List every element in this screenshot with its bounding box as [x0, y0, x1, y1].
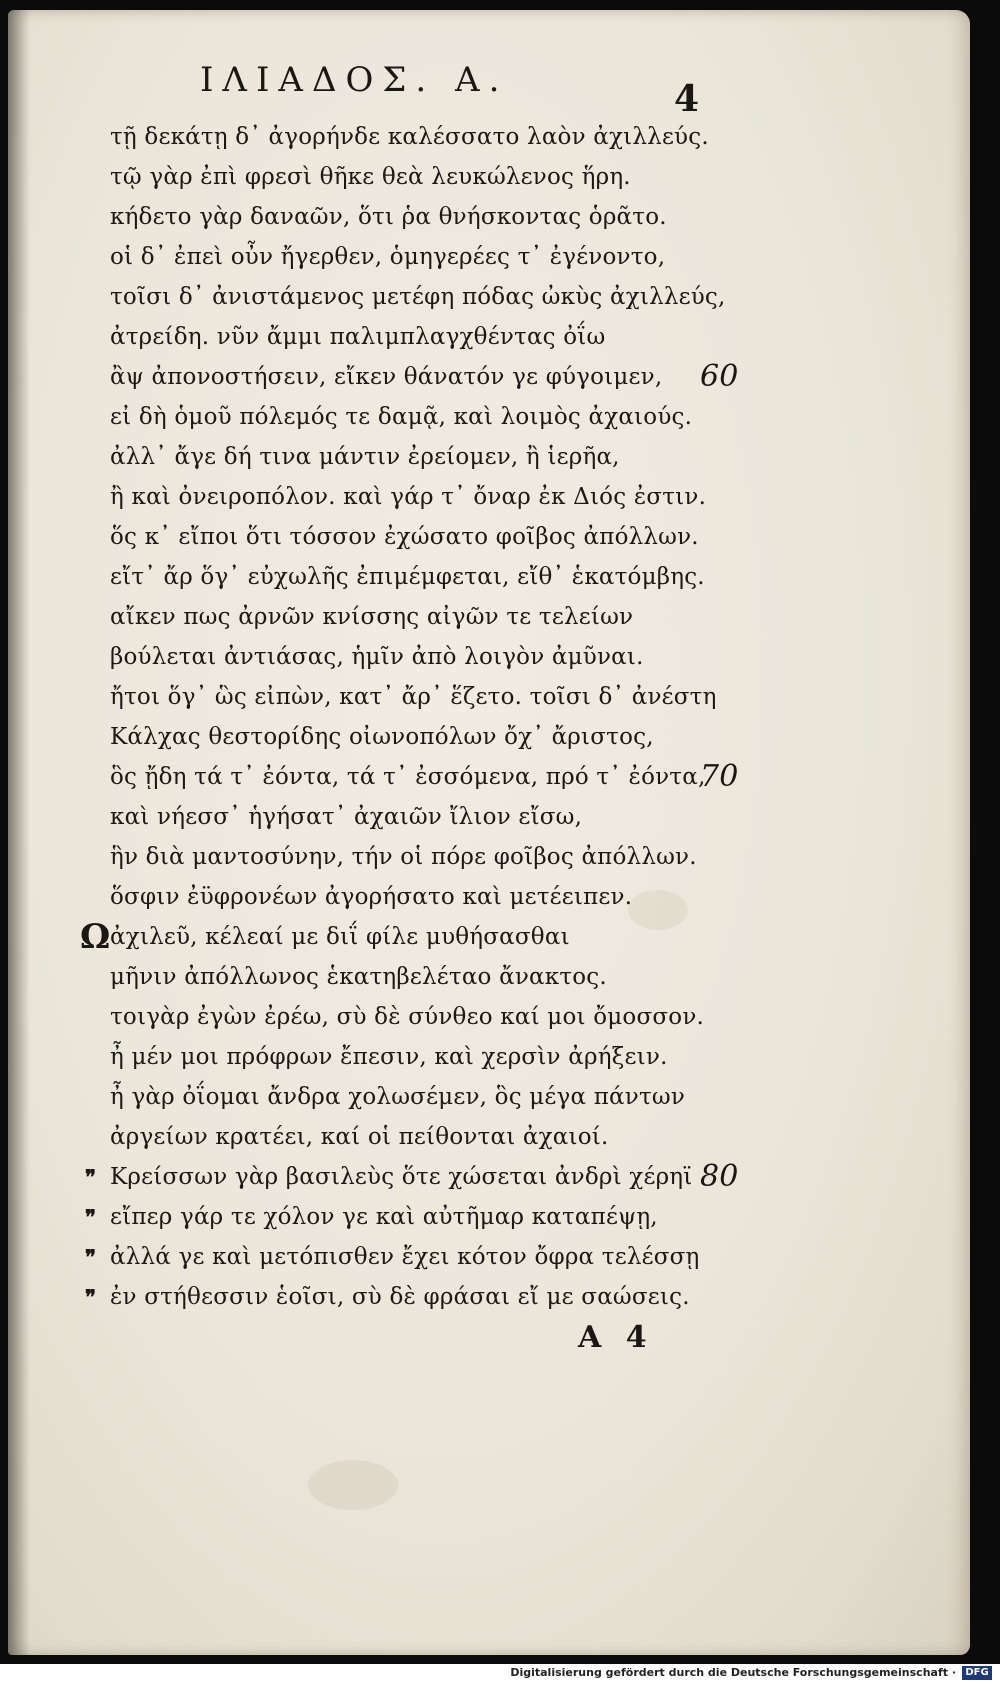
quotation-marker: ❜❜	[85, 1165, 94, 1189]
verse-line	[110, 197, 790, 237]
verse-line	[110, 677, 790, 717]
verse-line	[110, 117, 790, 157]
verse-line	[110, 837, 790, 877]
verse-text: ἤτοι ὅγ᾽ ὣς εἰπὼν, κατ᾽ ἄρ᾽ ἕζετο. τοῖσι δ᾽ ἀνέστη	[110, 684, 717, 710]
verse-text: ὃς ᾔδη τά τ᾽ ἐόντα, τά τ᾽ ἐσσόμενα, πρό τ᾽ ἐόντα,	[110, 764, 706, 790]
quotation-marker: ❜❜	[85, 1245, 94, 1269]
verse-text: ἀτρείδη. νῦν ἄμμι παλιμπλαγχθέντας ὀΐω	[110, 324, 606, 350]
decorated-initial: Ω	[80, 917, 111, 957]
verse-line	[110, 717, 790, 757]
verse-text: εἴτ᾽ ἄρ ὅγ᾽ εὐχωλῆς ἐπιμέμφεται, εἴθ᾽ ἑκατόμβης.	[110, 564, 705, 590]
verse-text: ἦ μέν μοι πρόφρων ἔπεσιν, καὶ χερσὶν ἀρήξειν.	[110, 1044, 668, 1070]
verse-line	[85, 1157, 790, 1197]
verse-text: τῇ δεκάτῃ δ᾽ ἀγορήνδε καλέσσατο λαὸν ἀχιλλεύς.	[110, 124, 709, 150]
verse-line	[110, 237, 790, 277]
quotation-marker: ❜❜	[85, 1285, 94, 1309]
quotation-marker: ❜❜	[85, 1205, 94, 1229]
verse-text: ὅσφιν ἐϋφρονέων ἀγορήσατο καὶ μετέειπεν.	[110, 884, 633, 910]
verse-line	[110, 1077, 790, 1117]
verse-text: βούλεται ἀντιάσας, ἡμῖν ἀπὸ λοιγὸν ἀμῦναι.	[110, 644, 644, 670]
verse-line	[85, 1197, 790, 1237]
verse-line	[110, 477, 790, 517]
page-gutter-shadow	[8, 10, 30, 1655]
verse-text: εἰ δὴ ὁμοῦ πόλεμός τε δαμᾷ, καὶ λοιμὸς ἀχαιούς.	[110, 404, 693, 430]
verse-line	[110, 957, 790, 997]
verse-line	[110, 437, 790, 477]
verse-line	[110, 997, 790, 1037]
verse-text: τοῖσι δ᾽ ἀνιστάμενος μετέφη πόδας ὠκὺς ἀχιλλεύς,	[110, 284, 726, 310]
verse-text: κήδετο γὰρ δαναῶν, ὅτι ῥα θνήσκοντας ὁρᾶτο.	[110, 204, 667, 230]
verse-line	[110, 1117, 790, 1157]
signature-mark: A 4	[578, 1320, 647, 1355]
verse-line	[110, 357, 790, 397]
verse-text: ὅς κ᾽ εἴποι ὅτι τόσσον ἐχώσατο φοῖβος ἀπόλλων.	[110, 524, 699, 550]
verse-text: ἦ γὰρ ὀΐομαι ἄνδρα χολωσέμεν, ὃς μέγα πάντων	[110, 1084, 686, 1110]
verse-line	[110, 797, 790, 837]
verse-text: Κρείσσων γὰρ βασιλεὺς ὅτε χώσεται ἀνδρὶ χέρηϊ	[110, 1164, 693, 1190]
verse-text: οἱ δ᾽ ἐπεὶ οὖν ἤγερθεν, ὁμηγερέες τ᾽ ἐγένοντο,	[110, 244, 666, 270]
verse-line	[80, 917, 790, 957]
verse-text: τοιγὰρ ἐγὼν ἐρέω, σὺ δὲ σύνθεο καί μοι ὄμοσσον.	[110, 1004, 705, 1030]
verse-line	[85, 1277, 790, 1317]
verse-text: ἣν διὰ μαντοσύνην, τήν οἱ πόρε φοῖβος ἀπόλλων.	[110, 844, 697, 870]
verse-text: καὶ νήεσσ᾽ ἡγήσατ᾽ ἀχαιῶν ἴλιον εἴσω,	[110, 804, 583, 830]
verse-text: ἢ καὶ ὀνειροπόλον. καὶ γάρ τ᾽ ὄναρ ἐκ Διός ἐστιν.	[110, 484, 707, 510]
verse-line	[110, 637, 790, 677]
verse-text: Κάλχας θεστορίδης οἰωνοπόλων ὄχ᾽ ἄριστος,	[110, 724, 654, 750]
verse-line	[110, 517, 790, 557]
verse-line	[110, 557, 790, 597]
verse-text: ἀλλ᾽ ἄγε δή τινα μάντιν ἐρείομεν, ἢ ἱερῆα,	[110, 444, 620, 470]
footer-credit: Digitalisierung gefördert durch die Deutsche Forschungsgemeinschaft ·	[510, 1666, 956, 1679]
verse-line	[110, 317, 790, 357]
line-number: 70	[700, 759, 739, 794]
verse-text: ἀργείων κρατέει, καί οἱ πείθονται ἀχαιοί.	[110, 1124, 609, 1150]
dfg-logo: DFG	[962, 1666, 992, 1680]
verse-text: ἀχιλεῦ, κέλεαί με διΐ φίλε μυθήσασθαι	[110, 924, 570, 950]
verse-text: τῷ γὰρ ἐπὶ φρεσὶ θῆκε θεὰ λευκώλενος ἥρη.	[110, 164, 631, 190]
verse-text: ἂψ ἀπονοστήσειν, εἴκεν θάνατόν γε φύγοιμεν,	[110, 364, 663, 390]
verse-text: αἴκεν πως ἀρνῶν κνίσσης αἰγῶν τε τελείων	[110, 604, 634, 630]
line-number: 80	[700, 1159, 739, 1194]
verse-text: ἀλλά γε καὶ μετόπισθεν ἔχει κότον ὄφρα τελέσσῃ	[110, 1244, 700, 1270]
paper-stain	[308, 1460, 398, 1510]
verse-line	[110, 157, 790, 197]
verse-line	[110, 757, 790, 797]
verse-text: μῆνιν ἀπόλλωνος ἑκατηβελέταο ἄνακτος.	[110, 964, 607, 990]
verse-block	[80, 117, 790, 1317]
verse-text: ἐν στήθεσσιν ἑοῖσι, σὺ δὲ φράσαι εἴ με σαώσεις.	[110, 1284, 690, 1310]
verse-line	[110, 597, 790, 637]
verse-line	[110, 277, 790, 317]
verse-text: εἴπερ γάρ τε χόλον γε καὶ αὐτῆμαρ καταπέψῃ,	[110, 1204, 658, 1230]
verse-line	[110, 397, 790, 437]
folio-number: 4	[674, 78, 700, 120]
running-head: ΙΛΙΑΔΟΣ. Α.	[200, 60, 509, 100]
verse-line	[110, 877, 790, 917]
verse-line	[110, 1037, 790, 1077]
line-number: 60	[700, 359, 739, 394]
verse-line	[85, 1237, 790, 1277]
